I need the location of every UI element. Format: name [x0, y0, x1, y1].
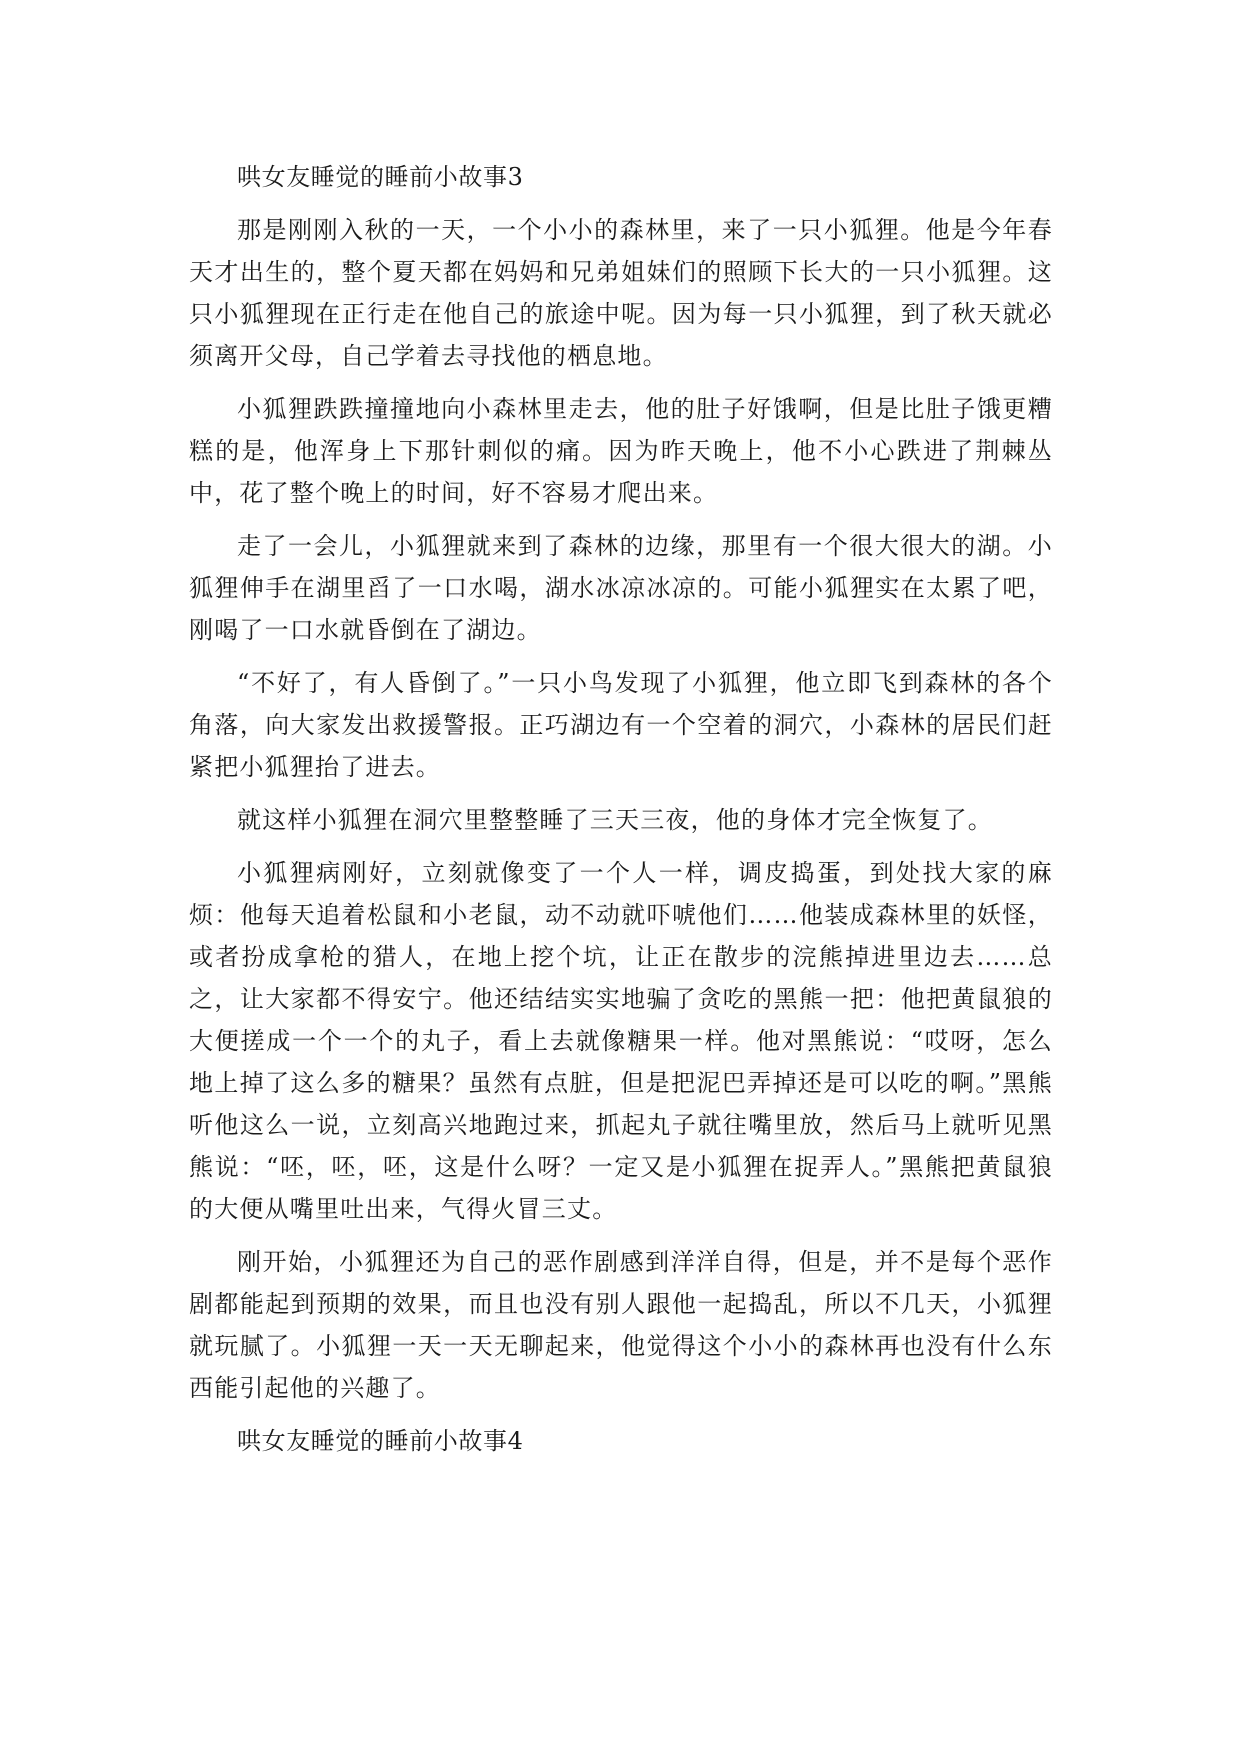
paragraph-1: 那是刚刚入秋的一天，一个小小的森林里，来了一只小狐狸。他是今年春天才出生的，整个夏天都在妈妈和兄弟姐妹们的照顾下长大的一只小狐狸。这只小狐狸现在正行走在他自己的旅途中呢。因为每一只小狐狸，到了秋天就必须离开父母，自己学着去寻找他的栖息地。 [189, 216, 1053, 370]
paragraph-5: 就这样小狐狸在洞穴里整整睡了三天三夜，他的身体才完全恢复了。 [237, 806, 993, 834]
paragraph-3: 走了一会儿，小狐狸就来到了森林的边缘，那里有一个很大很大的湖。小狐狸伸手在湖里舀了一口水喝，湖水冰凉冰凉的。可能小狐狸实在太累了吧，刚喝了一口水就昏倒在了湖边。 [189, 532, 1053, 644]
paragraph-6: 小狐狸病刚好，立刻就像变了一个人一样，调皮捣蛋，到处找大家的麻烦：他每天追着松鼠和小老鼠，动不动就吓唬他们……他装成森林里的妖怪，或者扮成拿枪的猎人，在地上挖个坑，让正在散步的浣熊掉进里边去……总之，让大家都不得安宁。他还结结实实地骗了贪吃的黑熊一把：他把黄鼠狼的大便搓成一个一个的丸子，看上去就像糖果一样。他对黑熊说：“哎呀，怎么地上掉了这么多的糖果？虽然有点脏，但是把泥巴弄掉还是可以吃的啊。”黑熊听他这么一说，立刻高兴地跑过来，抓起丸子就往嘴里放，然后马上就听见黑熊说：“呸，呸，呸，这是什么呀？一定又是小狐狸在捉弄人。”黑熊把黄鼠狼的大便从嘴里吐出来，气得火冒三丈。 [189, 859, 1053, 1223]
paragraph-7: 刚开始，小狐狸还为自己的恶作剧感到洋洋自得，但是，并不是每个恶作剧都能起到预期的效果，而且也没有别人跟他一起捣乱，所以不几天，小狐狸就玩腻了。小狐狸一天一天无聊起来，他觉得这个小小的森林再也没有什么东西能引起他的兴趣了。 [189, 1248, 1053, 1402]
story-heading-3: 哄女友睡觉的睡前小故事3 [237, 163, 524, 191]
paragraph-4: “不好了，有人昏倒了。”一只小鸟发现了小狐狸，他立即飞到森林的各个角落，向大家发出救援警报。正巧湖边有一个空着的洞穴，小森林的居民们赶紧把小狐狸抬了进去。 [189, 669, 1053, 781]
document-body [189, 156, 1053, 1473]
story-heading-4: 哄女友睡觉的睡前小故事4 [237, 1427, 524, 1455]
paragraph-2: 小狐狸跌跌撞撞地向小森林里走去，他的肚子好饿啊，但是比肚子饿更糟糕的是，他浑身上下那针刺似的痛。因为昨天晚上，他不小心跌进了荆棘丛中，花了整个晚上的时间，好不容易才爬出来。 [189, 395, 1053, 507]
